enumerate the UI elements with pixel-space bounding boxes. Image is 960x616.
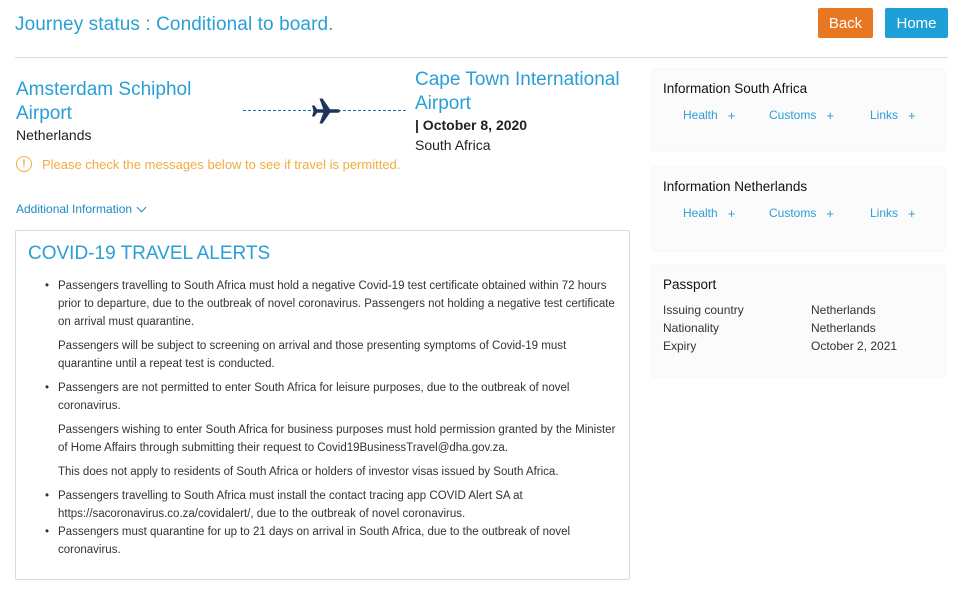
alert-circle-icon: ! bbox=[16, 156, 32, 172]
alert-paragraph: • Passengers travelling to South Africa must install the contact tracing app COVID Alert SA at https://sacoronavirus.co.za/covidalert/, due to the outbreak of novel coronavirus. bbox=[58, 490, 523, 520]
alerts-list bbox=[28, 277, 617, 559]
za-links-link[interactable] bbox=[870, 108, 916, 123]
covid-alerts-panel bbox=[15, 230, 630, 580]
alert-item bbox=[28, 379, 617, 481]
additional-information-label: Additional Information bbox=[16, 202, 133, 216]
passport-nationality-value: Netherlands bbox=[811, 321, 876, 335]
destination-airport: Cape Town International Airport bbox=[415, 69, 620, 114]
origin-airport: Amsterdam Schiphol Airport bbox=[16, 79, 192, 124]
alert-item bbox=[28, 523, 617, 559]
info-netherlands-title: Information Netherlands bbox=[663, 179, 808, 194]
info-south-africa-card bbox=[652, 70, 945, 150]
destination-country: South Africa bbox=[415, 137, 491, 153]
plus-icon: + bbox=[727, 108, 736, 123]
plus-icon: + bbox=[727, 206, 736, 221]
warning-text: Please check the messages below to see if travel is permitted. bbox=[42, 156, 401, 172]
airplane-icon bbox=[311, 97, 341, 125]
alert-paragraph: This does not apply to residents of South Africa or holders of investor visas issued by South Africa. bbox=[58, 466, 559, 478]
back-button[interactable]: Back bbox=[818, 8, 873, 38]
journey-status-title: Journey status : Conditional to board. bbox=[15, 14, 334, 35]
travel-warning bbox=[16, 156, 400, 172]
passport-expiry-value: October 2, 2021 bbox=[811, 339, 898, 353]
alert-item bbox=[28, 487, 617, 523]
alerts-title: COVID-19 TRAVEL ALERTS bbox=[28, 243, 271, 264]
za-customs-link[interactable] bbox=[769, 108, 834, 123]
additional-information-toggle[interactable] bbox=[16, 202, 145, 216]
plus-icon: + bbox=[826, 108, 834, 123]
za-health-link[interactable] bbox=[683, 108, 735, 123]
travel-date: | October 8, 2020 bbox=[415, 117, 528, 133]
passport-card bbox=[652, 266, 945, 376]
passport-expiry-label: Expiry bbox=[663, 339, 697, 353]
nl-customs-link[interactable] bbox=[769, 206, 834, 221]
plus-icon: + bbox=[826, 206, 834, 221]
alert-paragraph: • Passengers must quarantine for up to 21 days on arrival in South Africa, due to the outbreak of novel coronavirus. bbox=[58, 526, 571, 556]
passport-title: Passport bbox=[663, 277, 717, 292]
link-label: Links bbox=[870, 108, 899, 122]
alert-paragraph: • Passengers are not permitted to enter South Africa for leisure purposes, due to the outbreak of novel coronavirus. bbox=[58, 382, 570, 412]
nl-links-link[interactable] bbox=[870, 206, 916, 221]
link-label: Customs bbox=[769, 206, 817, 220]
link-label: Health bbox=[683, 108, 718, 122]
nl-health-link[interactable] bbox=[683, 206, 735, 221]
passport-nationality-label: Nationality bbox=[663, 321, 720, 335]
plus-icon: + bbox=[908, 206, 916, 221]
plus-icon: + bbox=[908, 108, 916, 123]
link-label: Links bbox=[870, 206, 899, 220]
info-netherlands-card bbox=[652, 168, 945, 250]
info-south-africa-title: Information South Africa bbox=[663, 81, 808, 96]
alert-paragraph: Passengers will be subject to screening on arrival and those presenting symptoms of Covid-19 must quarantine until a repeat test is conducted. bbox=[58, 340, 567, 370]
alert-paragraph: Passengers wishing to enter South Africa for business purposes must hold permission granted by the Minister of Home Affairs through submitting their request to Covid19BusinessTravel@dha.gov.za. bbox=[58, 424, 616, 454]
link-label: Health bbox=[683, 206, 718, 220]
passport-issuing-country-value: Netherlands bbox=[811, 303, 876, 317]
chevron-down-icon bbox=[137, 202, 147, 212]
page-header bbox=[0, 0, 960, 58]
header-divider bbox=[15, 57, 948, 58]
passport-issuing-country-label: Issuing country bbox=[663, 303, 744, 317]
alert-paragraph: • Passengers travelling to South Africa must hold a negative Covid-19 test certificate obtained within 72 hours prior to departure, due to the outbreak of novel coronavirus. Passengers not holding a negative test certificate on arrival must quarantine. bbox=[58, 280, 615, 328]
home-button[interactable]: Home bbox=[885, 8, 948, 38]
origin-country: Netherlands bbox=[16, 127, 92, 143]
alert-item bbox=[28, 277, 617, 373]
link-label: Customs bbox=[769, 108, 817, 122]
